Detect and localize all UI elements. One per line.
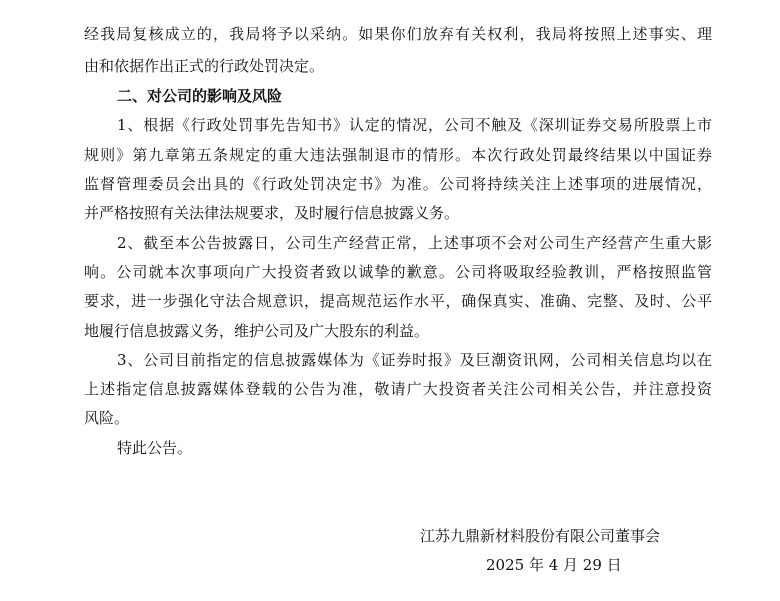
section-heading: 二、对公司的影响及风险 [117,87,283,105]
body-line: 由和依据作出正式的行政处罚决定。 [84,57,325,75]
body-line: 监督管理委员会出具的《行政处罚决定书》为准。公司将持续关注上述事项的进展情况， [84,175,712,193]
body-line: 2、截至本公告披露日，公司生产经营正常，上述事项不会对公司生产经营产生重大影 [117,234,712,252]
body-line: 上述指定信息披露媒体登载的公告为准，敬请广大投资者关注公司相关公告，并注意投资 [84,380,712,398]
body-line: 地履行信息披露义务，维护公司及广大股东的利益。 [84,322,430,340]
signature-date: 2025 年 4 月 29 日 [486,556,622,574]
body-line: 规则》第九章第五条规定的重大违法强制退市的情形。本次行政处罚最终结果以中国证券 [84,146,712,164]
body-line: 风险。 [84,409,130,427]
closing-line: 特此公告。 [117,439,193,457]
body-line: 经我局复核成立的，我局将予以采纳。如果你们放弃有关权利，我局将按照上述事实、理 [84,25,712,43]
body-line: 要求，进一步强化守法合规意识，提高规范运作水平，确保真实、准确、完整、及时、公平 [84,292,712,310]
body-line: 3、公司目前指定的信息披露媒体为《证券时报》及巨潮资讯网，公司相关信息均以在 [117,351,712,369]
body-line: 响。公司就本次事项向广大投资者致以诚挚的歉意。公司将吸取经验教训，严格按照监管 [84,263,712,281]
body-line: 并严格按照有关法律法规要求，及时履行信息披露义务。 [84,204,460,222]
signature-company: 江苏九鼎新材料股份有限公司董事会 [420,527,661,545]
body-line: 1、根据《行政处罚事先告知书》认定的情况，公司不触及《深圳证券交易所股票上市 [117,116,712,134]
